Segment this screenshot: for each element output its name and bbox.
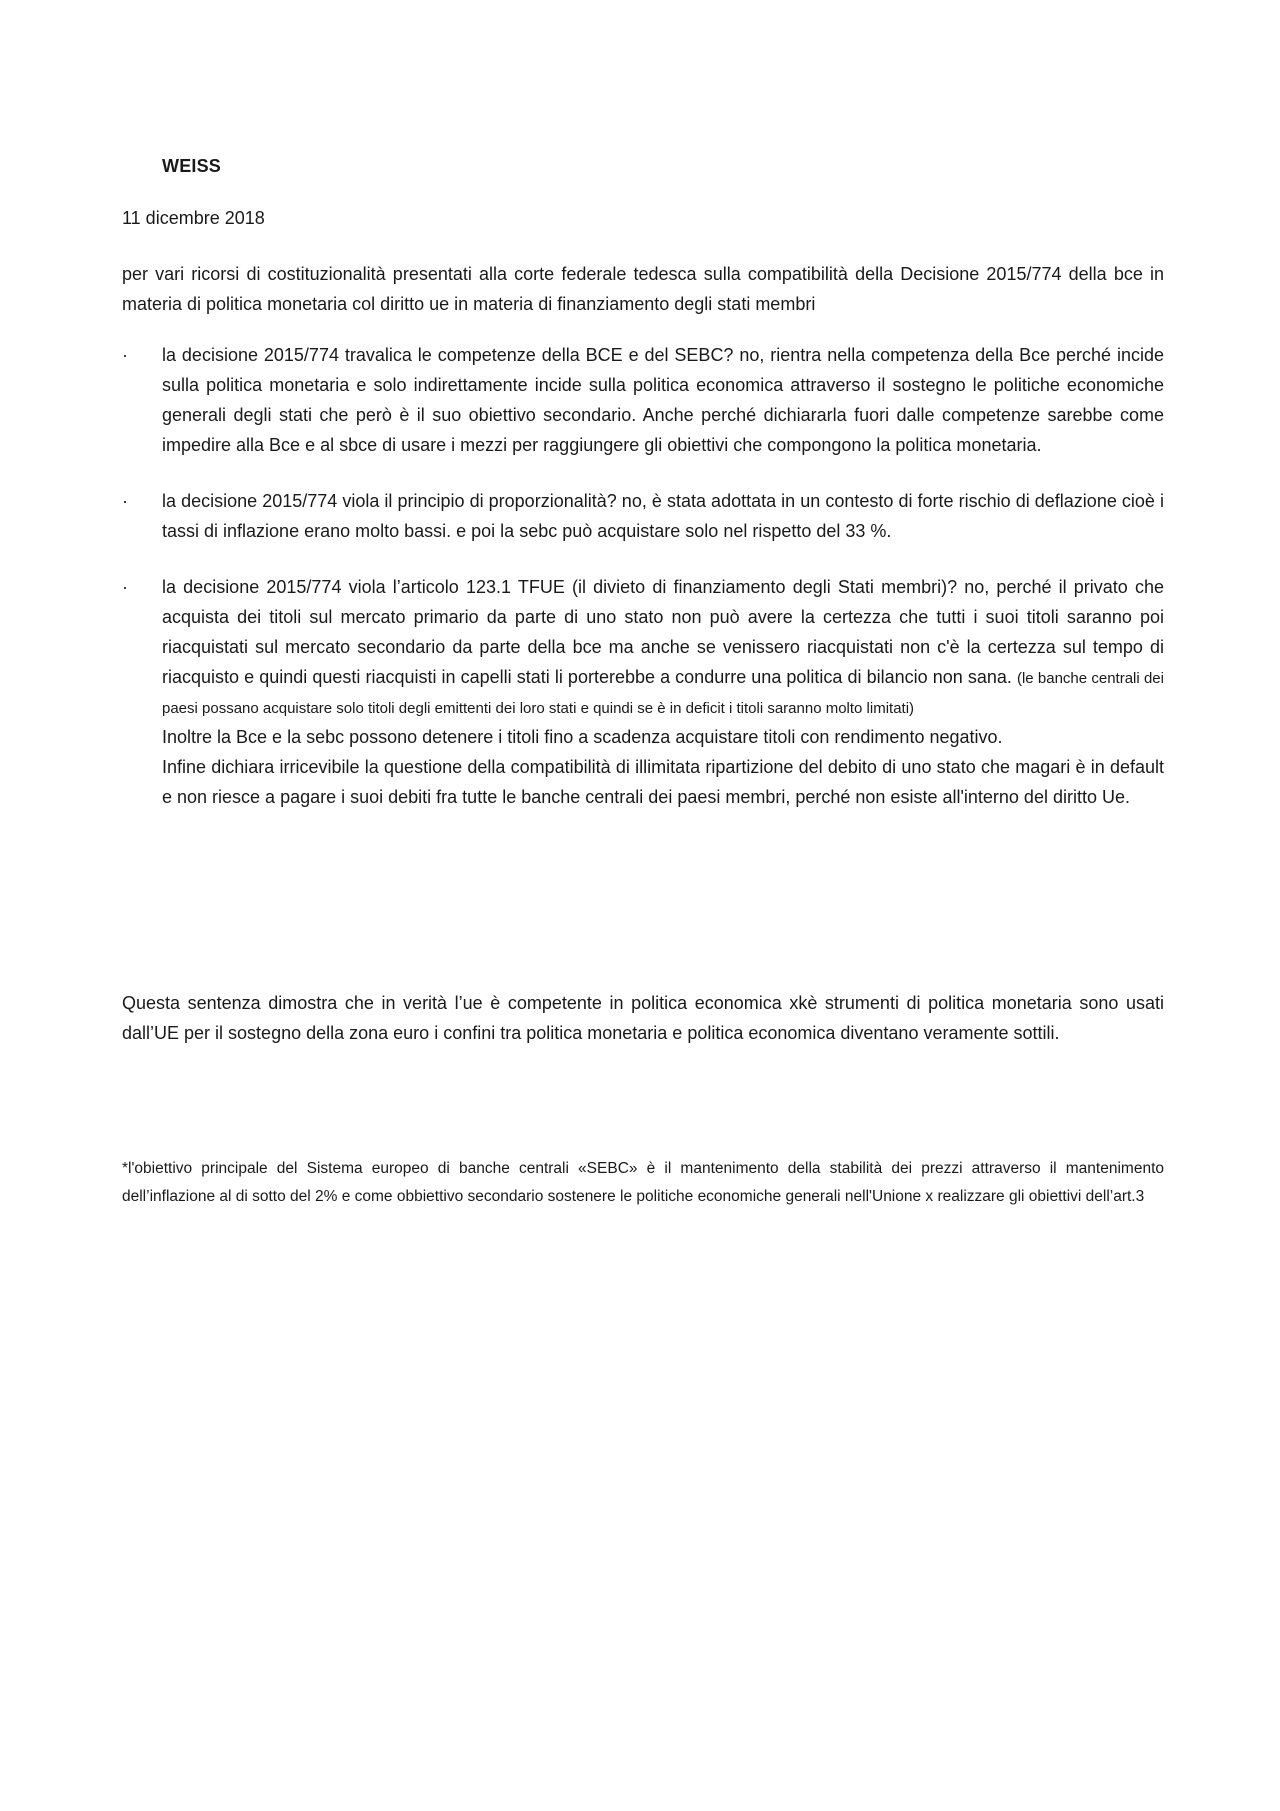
bullet-marker: · — [122, 577, 128, 597]
bullet-marker: · — [122, 345, 128, 365]
bullet-extra-paragraph: Inoltre la Bce e la sebc possono detenere i titoli fino a scadenza acquistare titoli con rendimento negativo. — [162, 727, 1003, 747]
bullet-text: la decisione 2015/774 viola l’articolo 123.1 TFUE (il divieto di finanziamento degli Stati membri)? no, perché il privato che acquista dei titoli sul mercato primario da parte di uno stato non può avere la certezza che tutti i suoi titoli saranno poi riacquistati sul mercato secondario da parte della bce ma anche se venissero riacquistati non c'è la certezza sul tempo di riacquisto e quindi questi riacquisti in capelli stati li porterebbe a condurre una politica di bilancio non sana. — [162, 577, 1164, 687]
bullet-body-group — [162, 572, 1164, 812]
bullet-list — [122, 340, 1164, 838]
bullet-item-article-123 — [122, 572, 1164, 812]
footnote: *l'obiettivo principale del Sistema europeo di banche centrali «SEBC» è il mantenimento della stabilità dei prezzi attraverso il mantenimento dell’inflazione al di sotto del 2% e come obbiettivo secondario sostenere le politiche economiche generali nell'Unione x realizzare gli obiettivi dell’art.3 — [122, 1160, 1164, 1205]
document-title: WEISS — [162, 156, 222, 176]
bullet-small-note: (le banche centrali dei paesi possano acquistare solo titoli degli emittenti dei loro stati e quindi se è in deficit i titoli saranno molto limitati) — [162, 670, 1164, 717]
bullet-extra-paragraph: Infine dichiara irricevibile la questione della compatibilità di illimitata ripartizione del debito di uno stato che magari è in default e non riesce a pagare i suoi debiti fra tutte le banche centrali dei paesi membri, perché non esiste all'interno del diritto Ue. — [162, 757, 1164, 807]
intro-paragraph: per vari ricorsi di costituzionalità presentati alla corte federale tedesca sulla compatibilità della Decisione 2015/774 della bce in materia di politica monetaria col diritto ue in materia di finanziamento degli stati membri — [122, 264, 1164, 314]
bullet-marker: · — [122, 491, 128, 511]
bullet-item-proportionality — [122, 486, 1164, 546]
bullet-text: la decisione 2015/774 travalica le competenze della BCE e del SEBC? no, rientra nella competenza della Bce perché incide sulla politica monetaria e solo indirettamente incide sulla politica economica attraverso il sostegno le politiche economiche generali degli stati che però è il suo obiettivo secondario. Anche perché dichiararla fuori dalle competenze sarebbe come impedire alla Bce e al sbce di usare i mezzi per raggiungere gli obiettivi che compongono la politica monetaria. — [162, 345, 1164, 455]
document-date: 11 dicembre 2018 — [122, 208, 265, 228]
bullet-item-competence — [122, 340, 1164, 460]
bullet-text: la decisione 2015/774 viola il principio di proporzionalità? no, è stata adottata in un contesto di forte rischio di deflazione cioè i tassi di inflazione erano molto bassi. e poi la sebc può acquistare solo nel rispetto del 33 %. — [162, 491, 1164, 541]
conclusion-paragraph: Questa sentenza dimostra che in verità l’ue è competente in politica economica xkè strumenti di politica monetaria sono usati dall’UE per il sostegno della zona euro i confini tra politica monetaria e politica economica diventano veramente sottili. — [122, 993, 1164, 1043]
